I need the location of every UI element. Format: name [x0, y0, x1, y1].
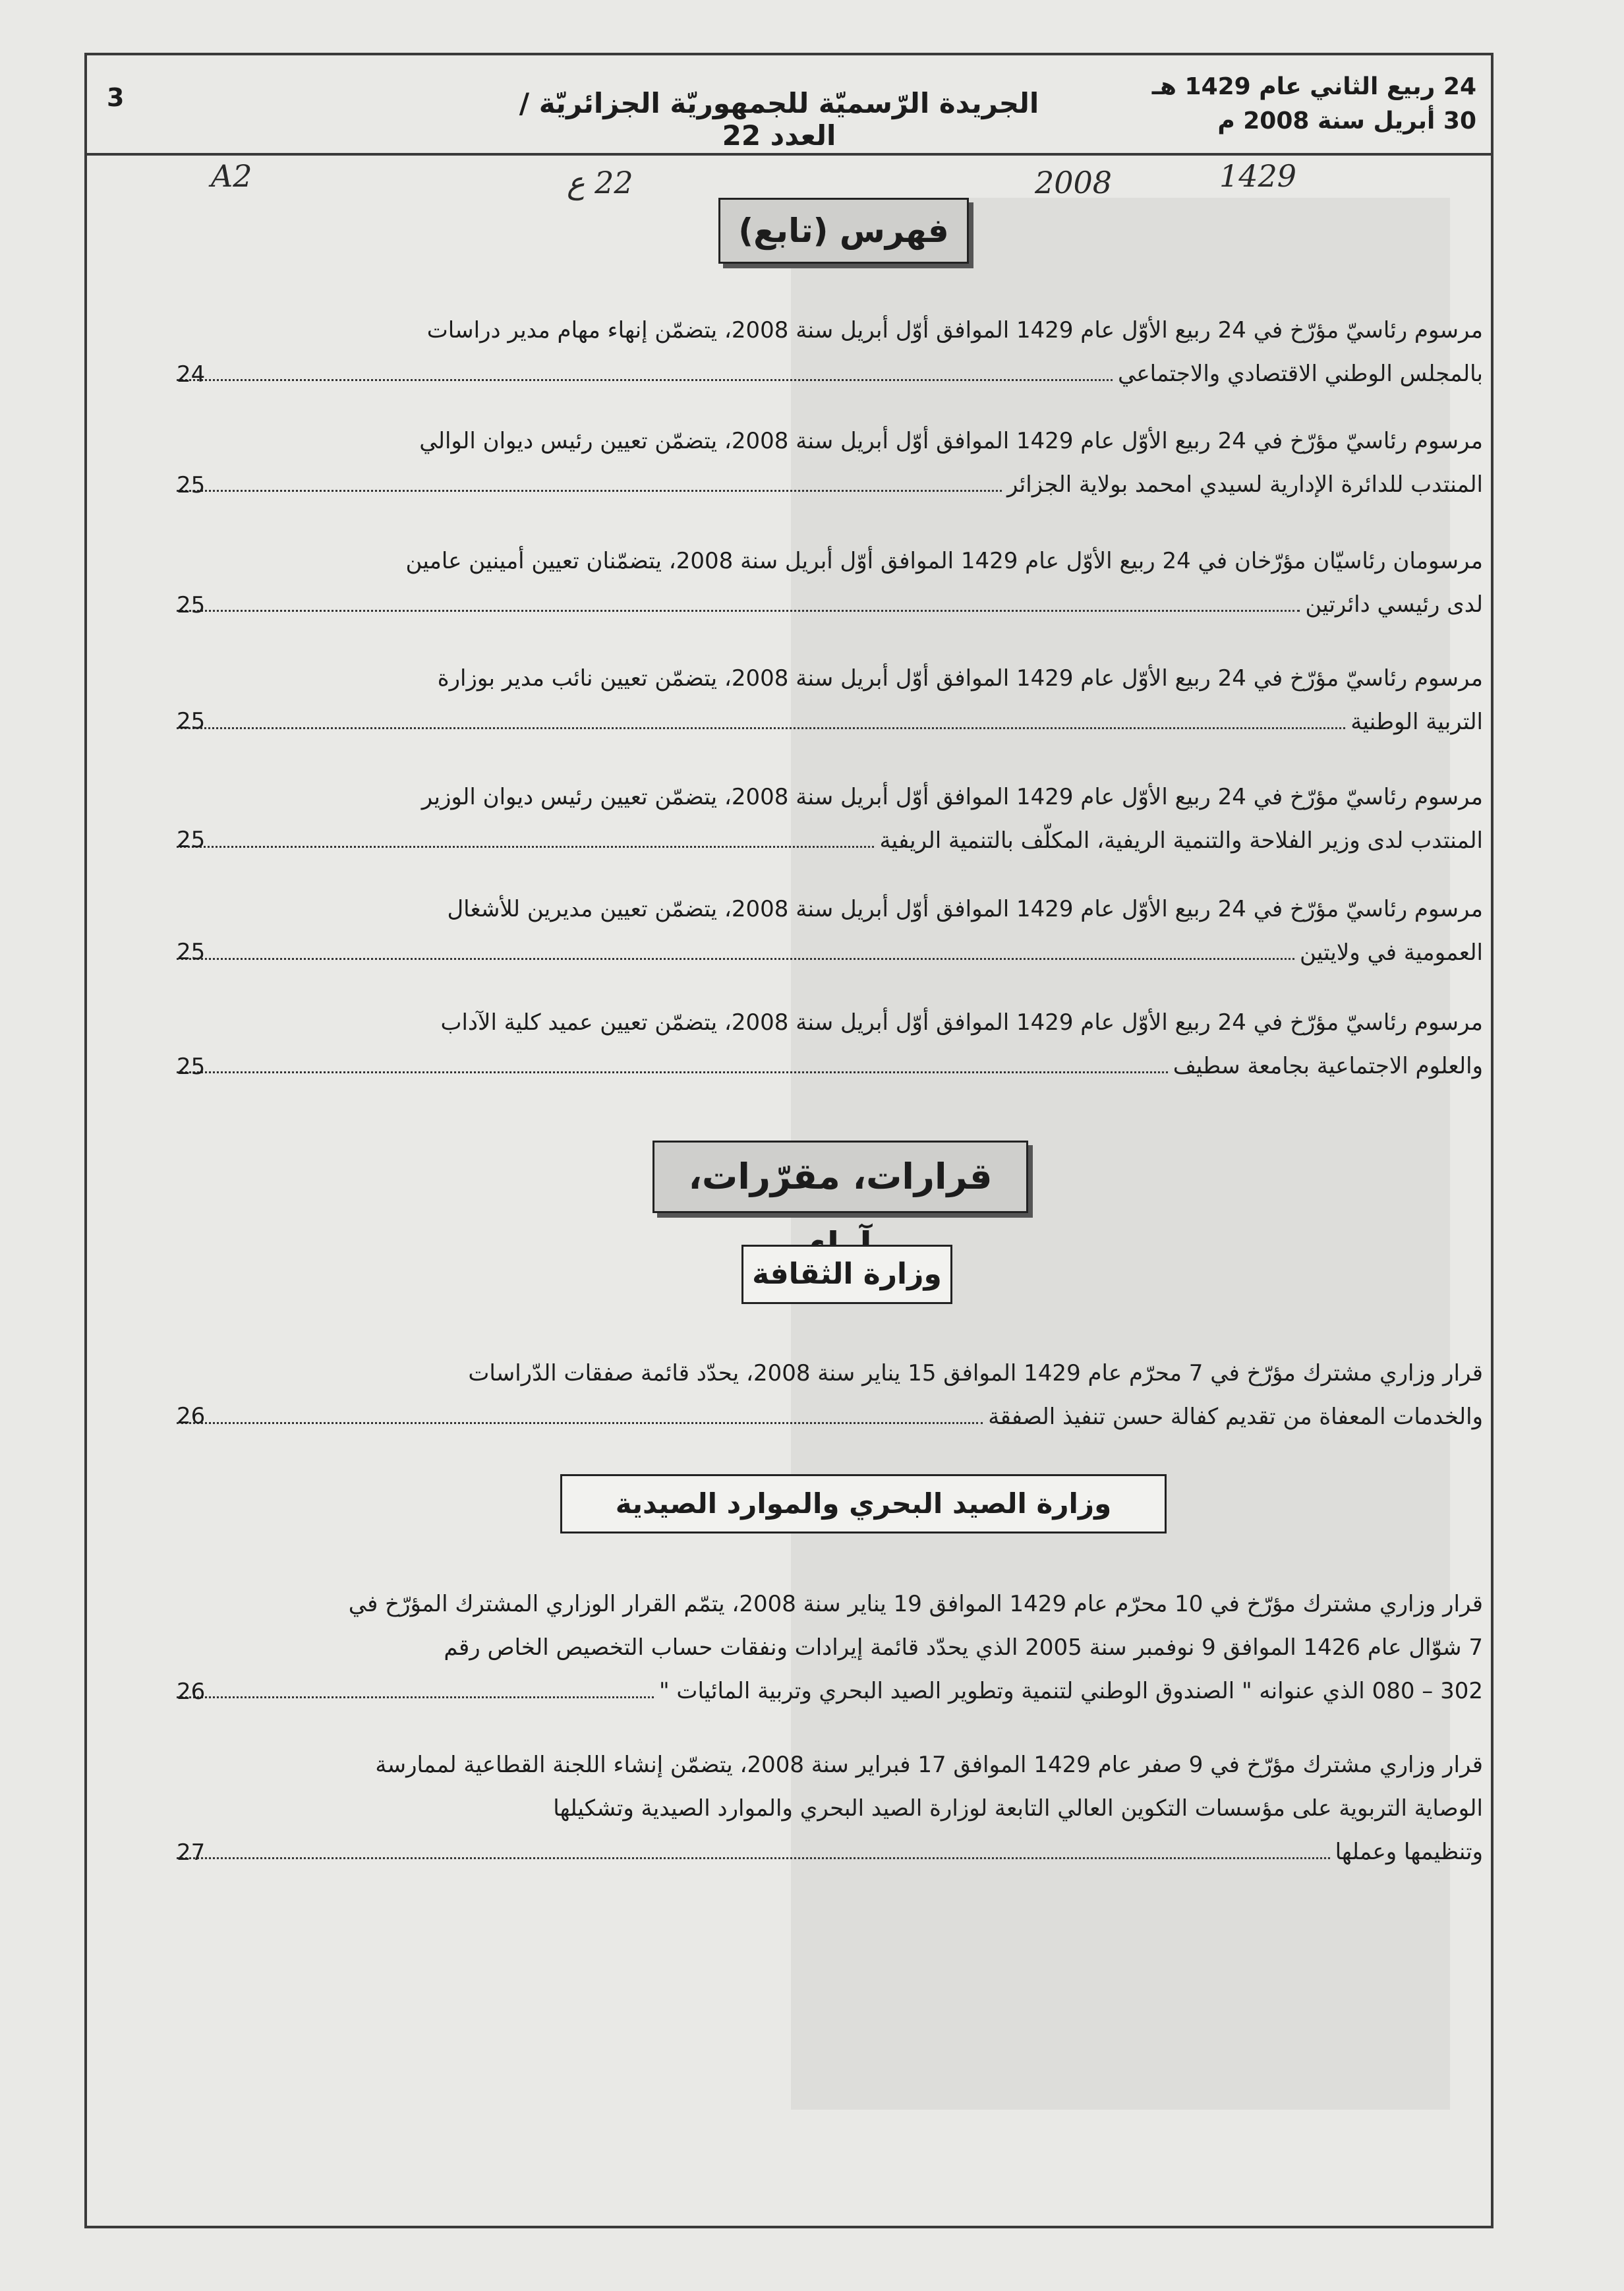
entry-line: التربية الوطنية — [1350, 709, 1483, 735]
entry-line: والعلوم الاجتماعية بجامعة سطيف — [1173, 1053, 1483, 1079]
header-date — [1152, 70, 1476, 138]
leader-dots — [177, 958, 1294, 960]
entry-line: الوصاية التربوية على مؤسسات التكوين العالي التابعة لوزارة الصيد البحري والموارد الصيدية وتشكيلها — [553, 1795, 1483, 1822]
entry-line: المنتدب للدائرة الإدارية لسيدي امحمد بولاية الجزائر — [1007, 471, 1483, 498]
leader-dots — [177, 1857, 1330, 1859]
entry-line: والخدمات المعفاة من تقديم كفالة حسن تنفيذ الصفقة — [988, 1404, 1483, 1430]
entry-page-number: 25 — [177, 939, 206, 965]
page-header — [87, 57, 1491, 156]
index-title-text: فهرس (تابع) — [738, 212, 949, 250]
entry-line: قرار وزاري مشترك مؤرّخ في 9 صفر عام 1429 الموافق 17 فبراير سنة 2008، يتضمّن إنشاء اللجنة القطاعية لممارسة — [375, 1752, 1483, 1778]
index-entry[interactable] — [171, 1001, 1483, 1088]
entry-page-number: 27 — [177, 1839, 206, 1866]
index-entry[interactable] — [171, 309, 1483, 396]
entry-line: العمومية في ولايتين — [1299, 939, 1483, 966]
leader-dots — [177, 490, 1002, 492]
leader-dots — [177, 846, 874, 848]
index-entry[interactable] — [171, 1352, 1483, 1439]
index-entry[interactable] — [171, 775, 1483, 862]
entry-line: مرسوم رئاسيّ مؤرّخ في 24 ربيع الأوّل عام 1429 الموافق أوّل أبريل سنة 2008، يتضمّن تعيين رئيس ديوان الوالي — [419, 428, 1483, 454]
decisions-title — [652, 1141, 1028, 1213]
leader-dots — [177, 1071, 1168, 1073]
entry-page-number: 25 — [177, 708, 206, 734]
decisions-title-text: قرارات، مقرّرات، — [688, 1156, 993, 1197]
page-number: 3 — [107, 83, 125, 112]
entry-line: وتنظيمها وعملها — [1335, 1839, 1483, 1865]
index-entry[interactable] — [171, 539, 1483, 626]
index-entry[interactable] — [171, 657, 1483, 744]
index-entry[interactable] — [171, 419, 1483, 506]
date-gregorian: 30 أبريل سنة 2008 م — [1217, 107, 1476, 134]
handwritten-note-right: 1429 — [1219, 158, 1297, 194]
entry-page-number: 25 — [177, 1054, 206, 1080]
index-title — [718, 198, 969, 264]
leader-dots — [177, 1422, 983, 1424]
entry-line: المنتدب لدى وزير الفلاحة والتنمية الريفية، المكلّف بالتنمية الريفية — [879, 827, 1483, 854]
entry-page-number: 25 — [177, 827, 206, 853]
leader-dots — [177, 379, 1113, 381]
ministry-fisheries-text: وزارة الصيد البحري والموارد الصيدية — [615, 1487, 1112, 1520]
entry-page-number: 26 — [177, 1403, 206, 1429]
entry-page-number: 25 — [177, 472, 206, 498]
entry-page-number: 26 — [177, 1679, 206, 1705]
entry-line: مرسوم رئاسيّ مؤرّخ في 24 ربيع الأوّل عام 1429 الموافق أوّل أبريل سنة 2008، يتضمّن تعيين نائب مدير بوزارة — [437, 665, 1483, 692]
handwritten-note-mid-right: 2008 — [1035, 165, 1113, 200]
ministry-culture-text: وزارة الثقافة — [752, 1257, 942, 1291]
entry-line: مرسوم رئاسيّ مؤرّخ في 24 ربيع الأوّل عام 1429 الموافق أوّل أبريل سنة 2008، يتضمّن تعيين عميد كلية الآداب — [440, 1009, 1483, 1036]
entry-line: 302 – 080 الذي عنوانه " الصندوق الوطني لتنمية وتطوير الصيد البحري وتربية المائيات " — [658, 1678, 1483, 1704]
entry-page-number: 25 — [177, 592, 206, 618]
leader-dots — [177, 610, 1300, 612]
date-hijri: 24 ربيع الثاني عام 1429 هـ — [1151, 73, 1476, 100]
entry-page-number: 24 — [177, 361, 206, 388]
leader-dots — [177, 1696, 654, 1698]
ministry-culture-heading — [741, 1245, 952, 1304]
entry-line: مرسوم رئاسيّ مؤرّخ في 24 ربيع الأوّل عام 1429 الموافق أوّل أبريل سنة 2008، يتضمّن تعيين رئيس ديوان الوزير — [421, 784, 1483, 810]
entry-line: قرار وزاري مشترك مؤرّخ في 7 محرّم عام 1429 الموافق 15 يناير سنة 2008، يحدّد قائمة صفقات الدّراسات — [468, 1360, 1483, 1386]
entry-line: مرسوم رئاسيّ مؤرّخ في 24 ربيع الأوّل عام 1429 الموافق أوّل أبريل سنة 2008، يتضمّن تعيين مديرين للأشغال — [447, 896, 1483, 922]
gazette-title: الجريدة الرّسميّة للجمهوريّة الجزائريّة / العدد 22 — [519, 87, 1039, 152]
entry-line: 7 شوّال عام 1426 الموافق 9 نوفمبر سنة 2005 الذي يحدّد قائمة إيرادات ونفقات حساب التخصيص الخاص رقم — [444, 1634, 1483, 1661]
entry-line: قرار وزاري مشترك مؤرّخ في 10 محرّم عام 1429 الموافق 19 يناير سنة 2008، يتمّم القرار الوزاري المشترك المؤرّخ في — [348, 1591, 1483, 1617]
entry-line: مرسومان رئاسيّان مؤرّخان في 24 ربيع الأوّل عام 1429 الموافق أوّل أبريل سنة 2008، يتضمّنان تعيين أمينين عامين — [405, 548, 1483, 574]
leader-dots — [177, 727, 1345, 729]
handwritten-note-mid-left: 22 ع — [567, 165, 633, 200]
index-entry[interactable] — [171, 887, 1483, 974]
handwritten-note-left: A2 — [211, 158, 252, 194]
ministry-fisheries-heading — [560, 1474, 1167, 1533]
entry-line: مرسوم رئاسيّ مؤرّخ في 24 ربيع الأوّل عام 1429 الموافق أوّل أبريل سنة 2008، يتضمّن إنهاء مهام مدير دراسات — [426, 317, 1483, 343]
index-entry[interactable] — [171, 1743, 1483, 1874]
index-entry[interactable] — [171, 1582, 1483, 1713]
entry-line: بالمجلس الوطني الاقتصادي والاجتماعي — [1118, 361, 1483, 387]
entry-line: لدى رئيسي دائرتين — [1305, 591, 1483, 618]
